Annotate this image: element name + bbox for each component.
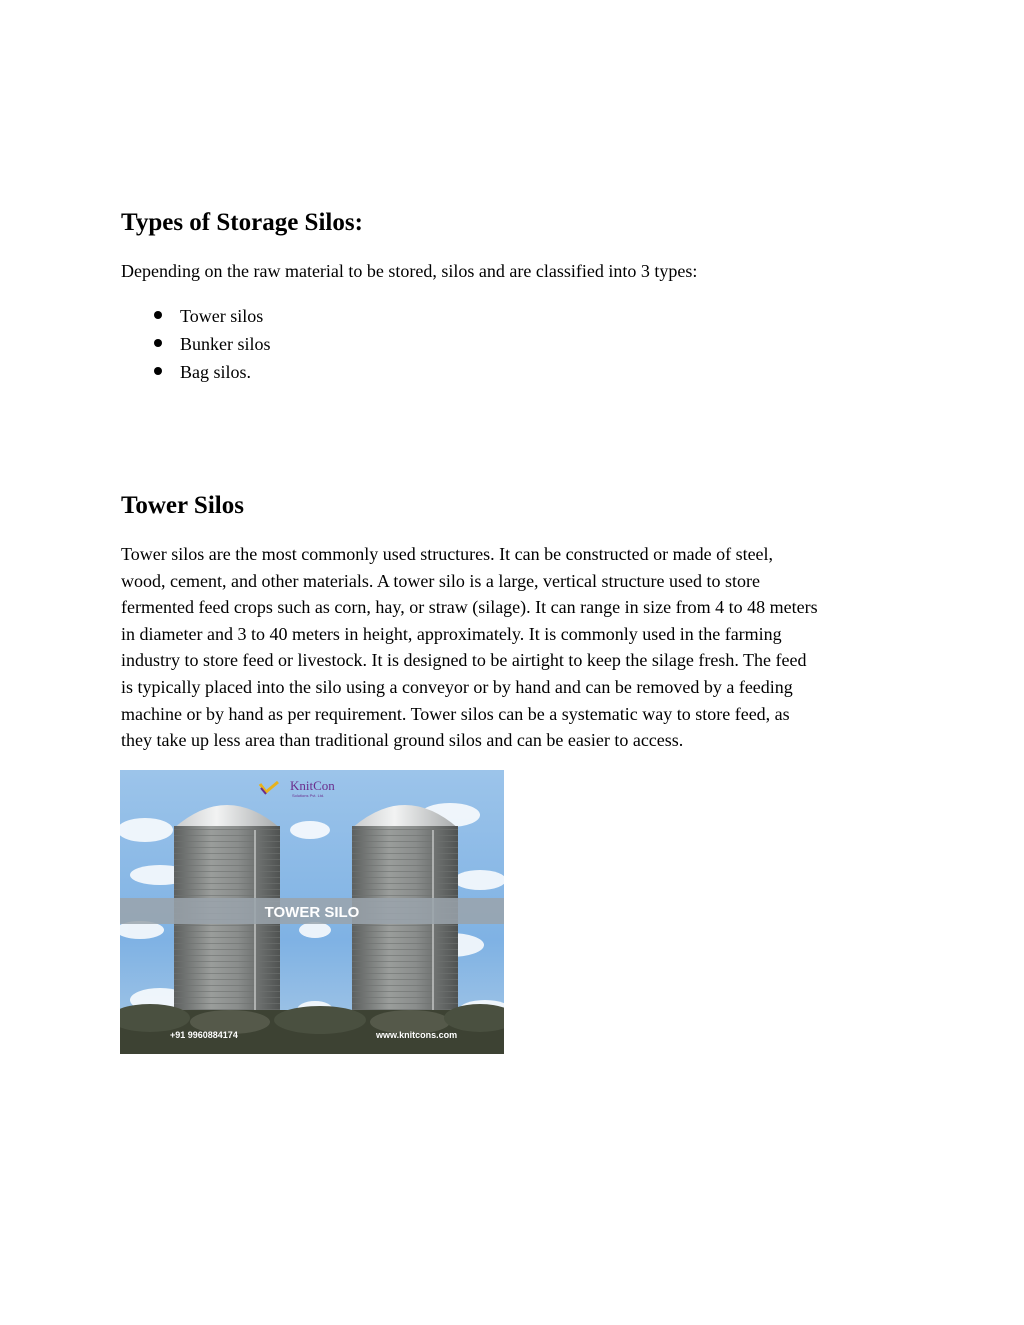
paragraph-line: is typically placed into the silo using a conveyor or by hand and can be removed by a feeding bbox=[121, 676, 793, 697]
paragraph-line: wood, cement, and other materials. A tower silo is a large, vertical structure used to store bbox=[121, 570, 760, 591]
paragraph-line: fermented feed crops such as corn, hay, or straw (silage). It can range in size from 4 to 48 meters bbox=[121, 597, 818, 618]
brand-subtitle: Solutions Pvt. Ltd. bbox=[292, 793, 325, 798]
paragraph-line: Tower silos are the most commonly used structures. It can be constructed or made of steel, bbox=[121, 544, 774, 564]
paragraph-line: industry to store feed or livestock. It is designed to be airtight to keep the silage fresh. The feed bbox=[121, 650, 807, 671]
tower-silo-image bbox=[120, 770, 504, 1054]
section-heading-tower-silos: Tower Silos bbox=[121, 492, 244, 519]
bullet-icon bbox=[154, 339, 162, 347]
paragraph-line: machine or by hand as per requirement. Tower silos can be a systematic way to store feed, as bbox=[121, 703, 790, 724]
banner-title: TOWER SILO bbox=[264, 904, 360, 921]
list-item-text: Bag silos. bbox=[180, 362, 252, 382]
phone-number: +91 9960884174 bbox=[170, 1030, 238, 1040]
tower-silos-paragraph bbox=[121, 541, 911, 754]
section-heading-types: Types of Storage Silos: bbox=[121, 209, 363, 236]
paragraph-line: they take up less area than traditional ground silos and can be easier to access. bbox=[121, 730, 684, 751]
list-item-text: Tower silos bbox=[180, 306, 264, 326]
paragraph-line: in diameter and 3 to 40 meters in height, approximately. It is commonly used in the farming bbox=[121, 623, 782, 644]
bullet-icon bbox=[154, 311, 162, 319]
left-silo bbox=[174, 805, 280, 1044]
website-url: www.knitcons.com bbox=[376, 1030, 458, 1040]
right-silo bbox=[352, 805, 458, 1044]
brand-name: KnitCon bbox=[290, 778, 335, 793]
foliage bbox=[120, 1004, 504, 1054]
bullet-icon bbox=[154, 367, 162, 375]
intro-paragraph: Depending on the raw material to be stored, silos and are classified into 3 types: bbox=[121, 261, 698, 281]
list-item-text: Bunker silos bbox=[180, 334, 271, 354]
